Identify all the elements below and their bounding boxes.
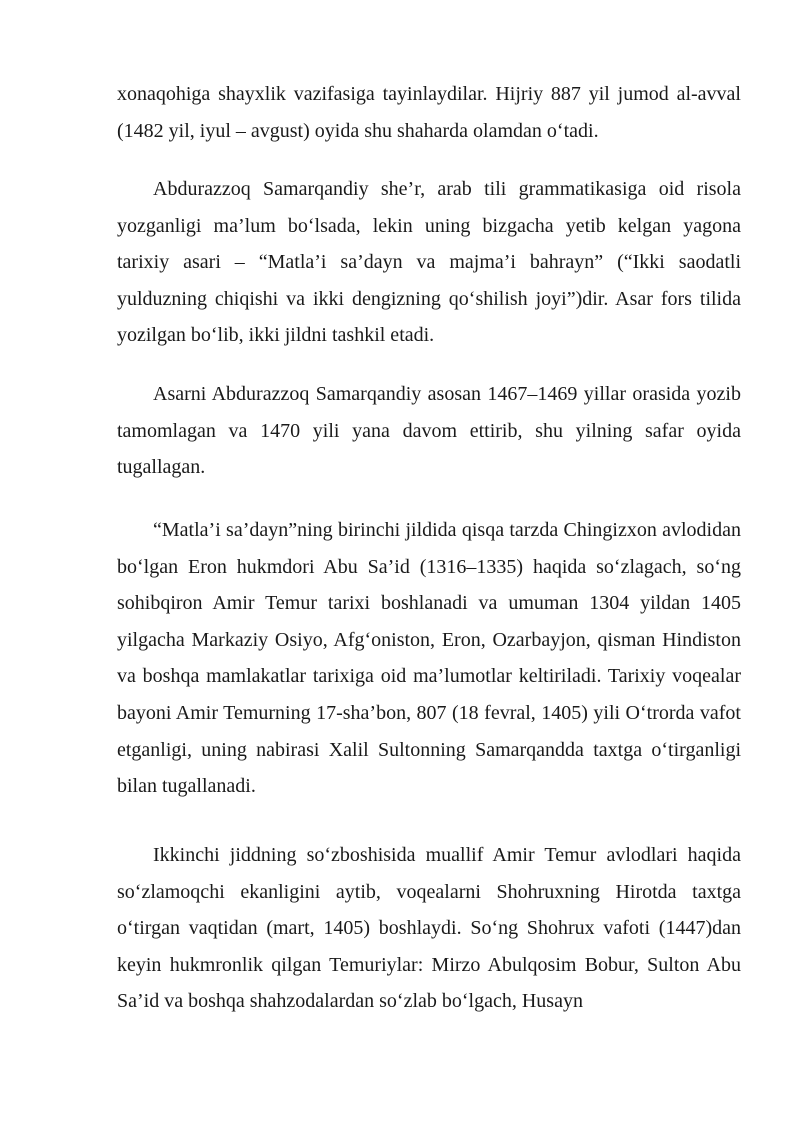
- paragraph-second-volume: Ikkinchi jiddning so‘zboshisida muallif Amir Temur avlodlari haqida so‘zlamoqchi ekanligini aytib, voqealarni Shohruxning Hirotda taxtga o‘tirgan vaqtidan (mart, 1405) boshlaydi. So‘ng Shohrux vafoti (1447)dan keyin hukmronlik qilgan Temuriylar: Mirzo Abulqosim Bobur, Sulton Abu Sa’id va boshqa shahzodalardan so‘zlab bo‘lgach, Husayn: [117, 844, 741, 1013]
- paragraph-author-work: Abdurazzoq Samarqandiy she’r, arab tili grammatikasiga oid risola yozganligi ma’lum bo‘lsada, lekin uning bizgacha yetib kelgan yagona tarixiy asari – “Matla’i sa’dayn va majma’i bahrayn” (“Ikki saodatli yulduzning chiqishi va ikki dengizning qo‘shilish joyi”)dir. Asar fors tilida yozilgan bo‘lib, ikki jildni tashkil etadi.: [117, 178, 741, 347]
- paragraph-continuation: xonaqohiga shayxlik vazifasiga tayinlaydilar. Hijriy 887 yil jumod al-avval (1482 yil, iyul – avgust) oyida shu shaharda olamdan o‘tadi.: [117, 83, 741, 142]
- paragraph-writing-dates: Asarni Abdurazzoq Samarqandiy asosan 1467–1469 yillar orasida yozib tamomlagan va 1470 yili yana davom ettirib, shu yilning safar oyida tugallagan.: [117, 383, 741, 479]
- paragraph-first-volume: “Matla’i sa’dayn”ning birinchi jildida qisqa tarzda Chingizxon avlodidan bo‘lgan Eron hukmdori Abu Sa’id (1316–1335) haqida so‘zlagach, so‘ng sohibqiron Amir Temur tarixi boshlanadi va umuman 1304 yildan 1405 yilgacha Markaziy Osiyo, Afg‘oniston, Eron, Ozarbayjon, qisman Hindiston va boshqa mamlakatlar tarixiga oid ma’lumotlar keltiriladi. Tarixiy voqealar bayoni Amir Temurning 17-sha’bon, 807 (18 fevral, 1405) yili O‘trorda vafot etganligi, uning nabirasi Xalil Sultonning Samarqandda taxtga o‘tirganligi bilan tugallanadi.: [117, 519, 741, 798]
